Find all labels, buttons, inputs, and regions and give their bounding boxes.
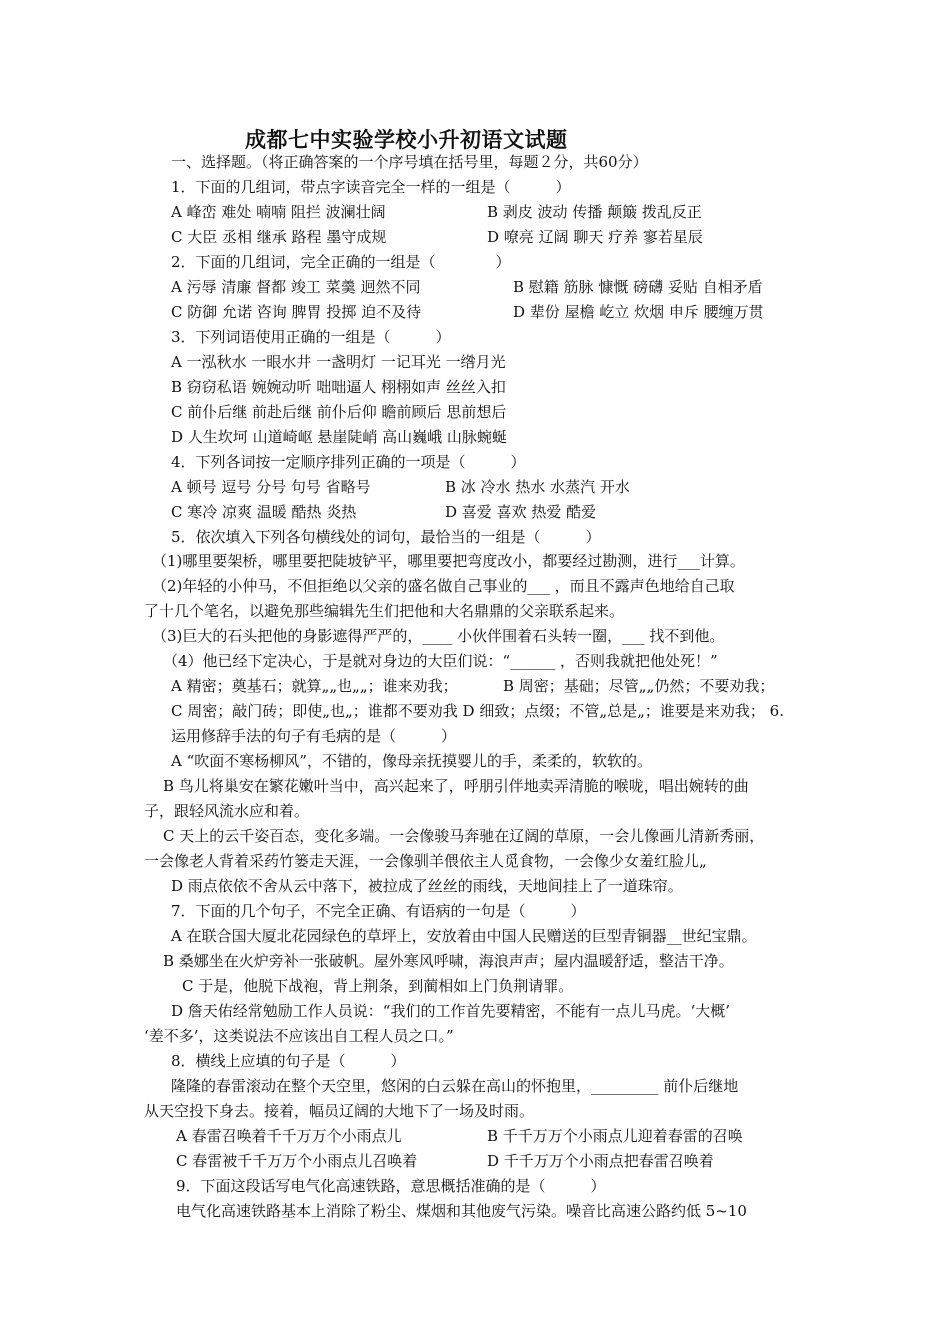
q7-option-d-line1: D 詹天佑经常勉励工作人员说：“我们的工作首先要精密，不能有一点儿马虎。‘大概’ bbox=[171, 1002, 731, 1020]
q7-option-d-line2: ‘差不多’，这类说法不应该出自工程人员之口。” bbox=[144, 1027, 454, 1045]
q5-option-a: A 精密；奠基石；就算„„也„„；谁来劝我； bbox=[171, 677, 458, 695]
question-4: 4．下列各词按一定顺序排列正确的一项是（ ） bbox=[171, 453, 526, 471]
q3-option-c: C 前仆后继 前赴后继 前仆后仰 瞻前顾后 思前想后 bbox=[171, 403, 507, 421]
q1-option-a: A 峰峦 难处 喃喃 阻拦 波澜壮阔 bbox=[171, 203, 386, 221]
question-9: 9．下面这段话写电气化高速铁路，意思概括准确的是（ ） bbox=[176, 1177, 606, 1195]
q5-sentence-1: （1)哪里要架桥，哪里要把陡坡铲平，哪里要把弯度改小，都要经过勘测，进行___计算。 bbox=[152, 552, 745, 570]
section-heading: 一、选择题。（将正确答案的一个序号填在括号里，每题２分，共60分） bbox=[171, 153, 648, 171]
question-6: 运用修辞手法的句子有毛病的是（ ） bbox=[171, 727, 457, 745]
q1-option-c: C 大臣 丞相 继承 路程 墨守成规 bbox=[171, 228, 387, 246]
question-5: 5．依次填入下列各句横线处的词句，最恰当的一组是（ ） bbox=[171, 528, 601, 546]
q6-option-c-line1: C 天上的云千姿百态，变化多端。一会像骏马奔驰在辽阔的草原，一会儿像画儿清新秀丽， bbox=[163, 827, 765, 845]
q3-option-d: D 人生坎坷 山道崎岖 悬崖陡峭 高山巍峨 山脉蜿蜒 bbox=[171, 428, 507, 446]
q2-option-d: D 辈份 屋檐 屹立 炊烟 申斥 腰缠万贯 bbox=[513, 303, 764, 321]
page-title: 成都七中实验学校小升初语文试题 bbox=[245, 128, 568, 152]
q8-option-b: B 千千万万个小雨点儿迎着春雷的召唤 bbox=[487, 1127, 743, 1145]
q6-option-a: A “吹面不寒杨柳风”，不错的，像母亲抚摸婴儿的手，柔柔的，软软的。 bbox=[171, 752, 652, 770]
q8-option-a: A 春雷召唤着千千万万个小雨点儿 bbox=[176, 1127, 402, 1145]
q5-sentence-3: （3)巨大的石头把他的身影遮得严严的，____ 小伙伴围着石头转一圈，___ 找不到他。 bbox=[152, 627, 725, 645]
q1-option-b: B 剥皮 波动 传播 颠簸 拨乱反正 bbox=[487, 203, 702, 221]
q5-option-cd: C 周密；敲门砖；即使„也„；谁都不要劝我 D 细致；点缀；不管„总是„；谁要是来劝我； 6. bbox=[171, 702, 784, 720]
q2-option-c: C 防御 允诺 咨询 脾胃 投掷 迫不及待 bbox=[171, 303, 422, 321]
q3-option-a: A 一泓秋水 一眼水井 一盏明灯 一记耳光 一绺月光 bbox=[171, 353, 506, 371]
q8-option-c: C 春雷被千千万万个小雨点儿召唤着 bbox=[176, 1152, 418, 1170]
q7-option-a: A 在联合国大厦北花园绿色的草坪上，安放着由中国人民赠送的巨型青铜器__世纪宝鼎。 bbox=[171, 927, 757, 945]
question-1: 1．下面的几组词，带点字读音完全一样的一组是（ ） bbox=[171, 178, 571, 196]
q2-option-b: B 慰籍 筋脉 慷慨 磅礴 妥贴 自相矛盾 bbox=[513, 278, 763, 296]
question-2: 2．下面的几组词，完全正确的一组是（ ） bbox=[171, 253, 511, 271]
q4-option-b: B 冰 冷水 热水 水蒸汽 开水 bbox=[445, 478, 630, 496]
q4-option-a: A 顿号 逗号 分号 句号 省略号 bbox=[171, 478, 371, 496]
q6-option-d: D 雨点依依不舍从云中落下，被拉成了丝丝的雨线，天地间挂上了一道珠帘。 bbox=[171, 877, 683, 895]
q8-option-d: D 千千万万个小雨点把春雷召唤着 bbox=[487, 1152, 714, 1170]
q4-option-c: C 寒冷 凉爽 温暖 酷热 炎热 bbox=[171, 503, 357, 521]
q1-option-d: D 嘹亮 辽阔 聊天 疗养 寥若星辰 bbox=[487, 228, 703, 246]
question-8: 8．横线上应填的句子是（ ） bbox=[171, 1052, 406, 1070]
q5-sentence-4: （4）他已经下定决心，于是就对身边的大臣们说：“______ ，否则我就把他处死！” bbox=[163, 652, 718, 670]
q9-passage-line1: 电气化高速铁路基本上消除了粉尘、煤烟和其他废气污染。噪音比高速公路约低 5~10 bbox=[176, 1202, 747, 1220]
question-3: 3．下列词语使用正确的一组是（ ） bbox=[171, 328, 451, 346]
q5-option-b: B 周密；基础；尽管„„仍然；不要劝我； bbox=[503, 677, 775, 695]
q4-option-d: D 喜爱 喜欢 热爱 酷爱 bbox=[445, 503, 597, 521]
question-7: 7．下面的几个句子，不完全正确、有语病的一句是（ ） bbox=[171, 902, 586, 920]
q5-sentence-2b: 了十几个笔名，以避免那些编辑先生们把他和大名鼎鼎的父亲联系起来。 bbox=[144, 602, 625, 620]
q3-option-b: B 窃窃私语 婉婉动听 咄咄逼人 栩栩如声 丝丝入扣 bbox=[171, 378, 506, 396]
q6-option-b-line2: 子，跟轻风流水应和着。 bbox=[144, 802, 310, 820]
q5-sentence-2a: （2)年轻的小仲马，不但拒绝以父亲的盛名做自己事业的___ ，而且不露声色地给自己取 bbox=[152, 577, 735, 595]
q2-option-a: A 污辱 清廉 督都 竣工 菜羹 迥然不同 bbox=[171, 278, 421, 296]
q6-option-c-line2: 一会像老人背着采药竹篓走天涯，一会像驯羊偎依主人觅食物，一会像少女羞红脸儿„ bbox=[144, 852, 707, 870]
q7-option-b: B 桑娜坐在火炉旁补一张破帆。屋外寒风呼啸，海浪声声；屋内温暖舒适，整洁干净。 bbox=[163, 952, 734, 970]
q6-option-b-line1: B 鸟儿将巢安在繁花嫩叶当中，高兴起来了，呼朋引伴地卖弄清脆的喉咙，唱出婉转的曲 bbox=[163, 777, 749, 795]
q8-passage-line1: 隆隆的春雷滚动在整个天空里，悠闲的白云躲在高山的怀抱里，_________ 前仆后继地 bbox=[171, 1077, 739, 1095]
q7-option-c: C 于是，他脱下战袍，背上荆条，到蔺相如上门负荆请罪。 bbox=[182, 977, 574, 995]
q8-passage-line2: 从天空投下身去。接着，幅员辽阔的大地下了一场及时雨。 bbox=[144, 1102, 535, 1120]
